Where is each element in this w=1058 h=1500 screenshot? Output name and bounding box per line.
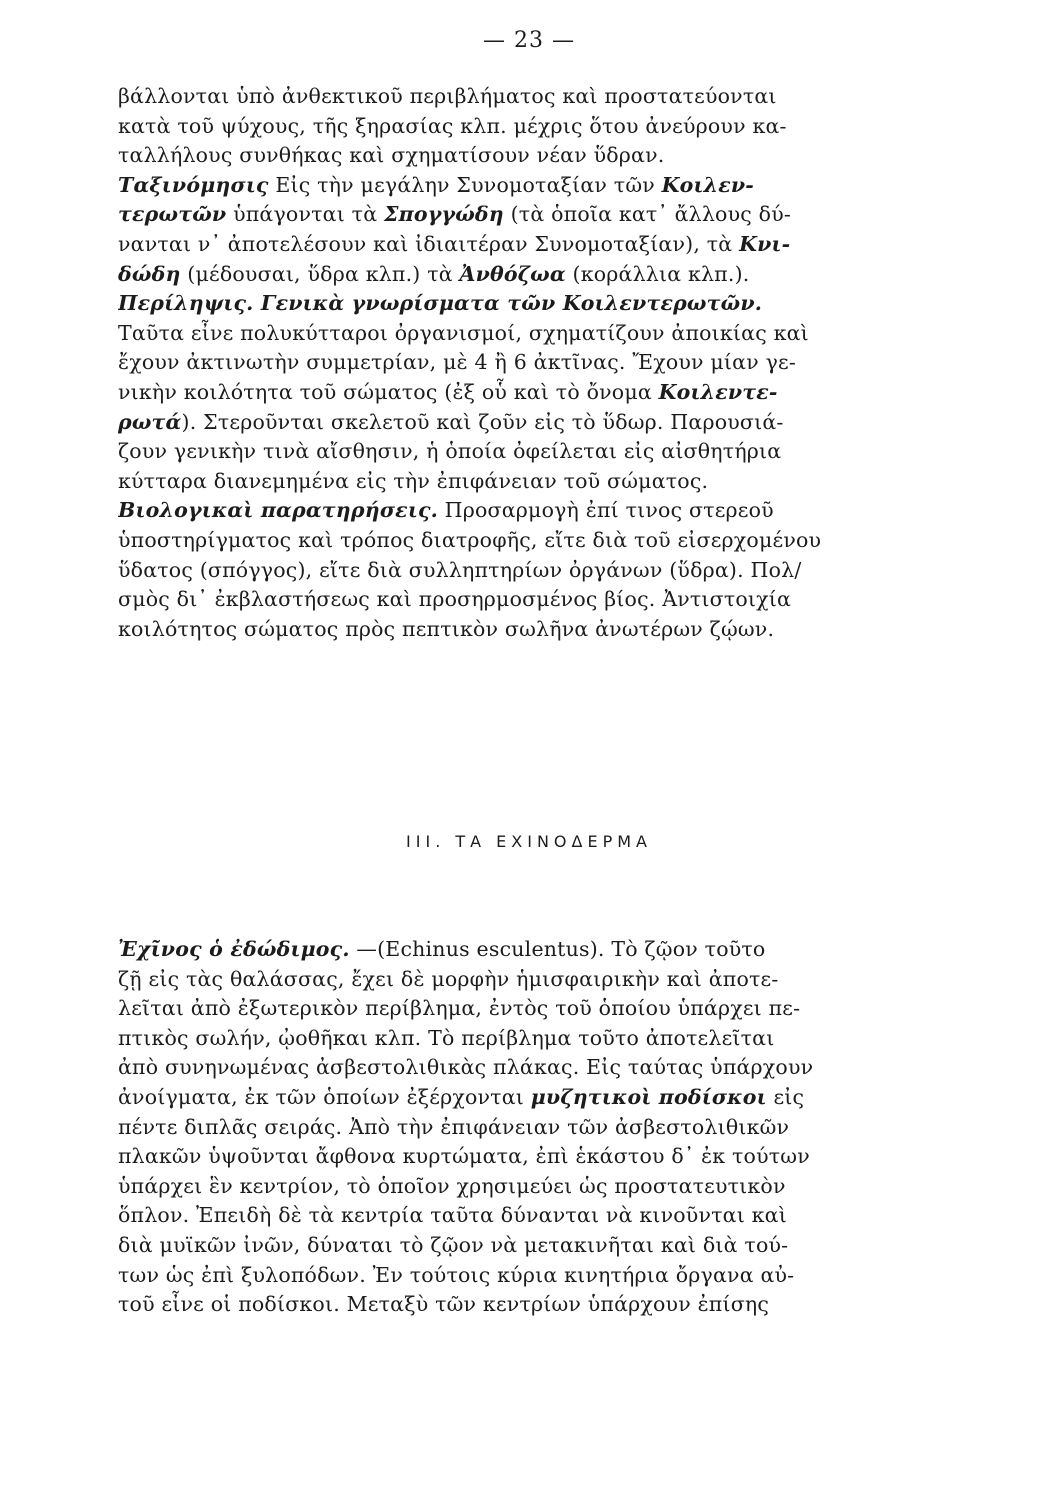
- inline-heading: Βιολογικαὶ παρατηρήσεις.: [118, 498, 438, 523]
- text-line: [118, 467, 933, 497]
- text-line: [118, 585, 933, 615]
- line-text: βάλλονται ὑπὸ ἀνθεκτικοῦ περιβλήματος καὶ προστατεύονται: [118, 84, 777, 108]
- emphasized-term: μυζητικοὶ ποδίσκοι: [530, 1084, 767, 1109]
- text-line: [118, 1261, 933, 1291]
- text-line: [118, 994, 933, 1024]
- text-line: [118, 319, 933, 349]
- line-text: εἰς: [766, 1084, 805, 1109]
- text-line: [118, 1172, 933, 1202]
- line-text: ὅπλον. Ἐπειδὴ δὲ τὰ κεντρία ταῦτα δύνανται νὰ κινοῦνται καὶ: [118, 1203, 787, 1228]
- line-text: Ταῦτα εἶνε πολυκύτταροι ὀργανισμοί, σχηματίζουν ἀποικίας καὶ: [118, 320, 809, 345]
- text-line: [118, 408, 933, 438]
- line-text: σμὸς δι᾽ ἐκβλαστήσεως καὶ προσηρμοσμένος βίος. Ἀντιστοιχία: [118, 587, 792, 612]
- inline-heading: Περίληψις. Γενικὰ γνωρίσματα τῶν Κοιλεντερωτῶν.: [118, 291, 763, 316]
- text-line: [118, 141, 933, 171]
- text-line: [118, 1053, 933, 1083]
- line-text: ζῇ εἰς τὰς θαλάσσας, ἔχει δὲ μορφὴν ἡμισφαιρικὴν καὶ ἀποτε-: [118, 966, 779, 991]
- emphasized-term: Κνι-: [739, 231, 791, 256]
- line-text: —(Echinus esculentus). Τὸ ζῷον τοῦτο: [349, 937, 766, 961]
- line-text: ἀνοίγματα, ἐκ τῶν ὁποίων ἐξέρχονται: [118, 1084, 531, 1109]
- inline-heading: Ἐχῖνος ὁ ἐδώδιμος.: [118, 937, 350, 961]
- line-text: των ὡς ἐπὶ ξυλοπόδων. Ἐν τούτοις κύρια κινητήρια ὄργανα αὐ-: [118, 1262, 795, 1287]
- text-line: [118, 1024, 933, 1054]
- text-line: [118, 200, 933, 230]
- emphasized-term: Κοιλεντε-: [658, 379, 778, 404]
- text-line: [118, 1201, 933, 1231]
- line-text: ὑπάγονται τὰ: [226, 202, 384, 227]
- text-line: [118, 1231, 933, 1261]
- line-text: ὑπάρχει ἓν κεντρίον, τὸ ὁποῖον χρησιμεύει ὡς προστατευτικὸν: [118, 1173, 786, 1198]
- text-line: [118, 496, 933, 526]
- line-text: νανται ν᾽ ἀποτελέσουν καὶ ἰδιαιτέραν Συνομοταξίαν), τὰ: [118, 231, 740, 256]
- section-title: III. ΤΑ ΕΧΙΝΟΔΕΡΜΑ: [406, 832, 652, 851]
- line-text: Εἰς τὴν μεγάλην Συνομοταξίαν τῶν: [268, 172, 662, 197]
- text-line: [118, 965, 933, 995]
- line-text: ταλλήλους συνθήκας καὶ σχηματίσουν νέαν ὕδραν.: [118, 143, 665, 168]
- emphasized-term: Ἀνθόζωα: [459, 261, 566, 286]
- line-text: κατὰ τοῦ ψύχους, τῆς ξηρασίας κλπ. μέχρις ὅτου ἀνεύρουν κα-: [118, 113, 787, 138]
- text-line: [118, 1083, 933, 1113]
- line-text: πλακῶν ὑψοῦνται ἄφθονα κυρτώματα, ἐπὶ ἑκάστου δ᾽ ἐκ τούτων: [118, 1144, 810, 1169]
- line-text: (τὰ ὁποῖα κατ᾽ ἄλλους δύ-: [503, 202, 791, 227]
- text-line: [118, 171, 933, 201]
- paragraph-block-echinus: [118, 935, 933, 1320]
- paragraph-block-coelenterata: [118, 82, 933, 644]
- line-text: ). Στεροῦνται σκελετοῦ καὶ ζοῦν εἰς τὸ ὕδωρ. Παρουσιά-: [181, 409, 784, 434]
- text-line: [118, 437, 933, 467]
- line-text: ἀπὸ συνηνωμένας ἀσβεστολιθικὰς πλάκας. Εἰς ταύτας ὑπάρχουν: [118, 1055, 814, 1080]
- text-line: [118, 348, 933, 378]
- line-text: τοῦ εἶνε οἱ ποδίσκοι. Μεταξὺ τῶν κεντρίων ὑπάρχουν ἐπίσης: [118, 1292, 770, 1317]
- line-text: λεῖται ἀπὸ ἐξωτερικὸν περίβλημα, ἐντὸς τοῦ ὁποίου ὑπάρχει πε-: [118, 996, 801, 1021]
- line-text: ζουν γενικὴν τινὰ αἴσθησιν, ἡ ὁποία ὀφείλεται εἰς αἰσθητήρια: [118, 439, 782, 464]
- emphasized-term: ρωτά: [118, 409, 182, 434]
- line-text: διὰ μυϊκῶν ἰνῶν, δύναται τὸ ζῷον νὰ μετακινῆται καὶ διὰ τού-: [118, 1232, 789, 1257]
- inline-heading: Ταξινόμησις: [118, 172, 269, 197]
- line-text: κοιλότητος σώματος πρὸς πεπτικὸν σωλῆνα ἀνωτέρων ζῴων.: [118, 616, 775, 641]
- text-line: [118, 82, 933, 112]
- line-text: ὑποστηρίγματος καὶ τρόπος διατροφῆς, εἴτε διὰ τοῦ εἰσερχομένου: [118, 527, 822, 552]
- text-line: [118, 289, 933, 319]
- text-line: [118, 1113, 933, 1143]
- text-line: [118, 1290, 933, 1320]
- line-text: νικὴν κοιλότητα τοῦ σώματος (ἐξ οὗ καὶ τὸ ὄνομα: [118, 379, 659, 404]
- line-text: ὕδατος (σπόγγος), εἴτε διὰ συλληπτηρίων ὀργάνων (ὕδρα). Πολ/: [118, 557, 802, 582]
- emphasized-term: τερωτῶν: [118, 202, 227, 227]
- text-line: [118, 230, 933, 260]
- emphasized-term: δώδη: [118, 261, 181, 286]
- emphasized-term: Σπογγώδη: [383, 202, 504, 227]
- text-line: [118, 378, 933, 408]
- page-number: — 23 —: [483, 28, 575, 53]
- text-line: [118, 1142, 933, 1172]
- emphasized-term: Κοιλεν-: [661, 172, 755, 197]
- line-text: πτικὸς σωλήν, ᾠοθῆκαι κλπ. Τὸ περίβλημα τοῦτο ἀποτελεῖται: [118, 1025, 775, 1050]
- line-text: (μέδουσαι, ὕδρα κλπ.) τὰ: [180, 261, 460, 286]
- line-text: (κοράλλια κλπ.).: [565, 261, 750, 286]
- line-text: κύτταρα διανεμημένα εἰς τὴν ἐπιφάνειαν τοῦ σώματος.: [118, 468, 709, 493]
- text-line: [118, 615, 933, 645]
- text-line: [118, 556, 933, 586]
- text-line: [118, 112, 933, 142]
- text-line: [118, 526, 933, 556]
- line-text: Προσαρμογὴ ἐπί τινος στερεοῦ: [437, 498, 774, 523]
- text-line: [118, 935, 933, 965]
- line-text: ἔχουν ἀκτινωτὴν συμμετρίαν, μὲ 4 ἢ 6 ἀκτῖνας. Ἔχουν μίαν γε-: [118, 350, 796, 375]
- text-line: [118, 260, 933, 290]
- line-text: πέντε διπλᾶς σειράς. Ἀπὸ τὴν ἐπιφάνειαν τῶν ἀσβεστολιθικῶν: [118, 1114, 790, 1139]
